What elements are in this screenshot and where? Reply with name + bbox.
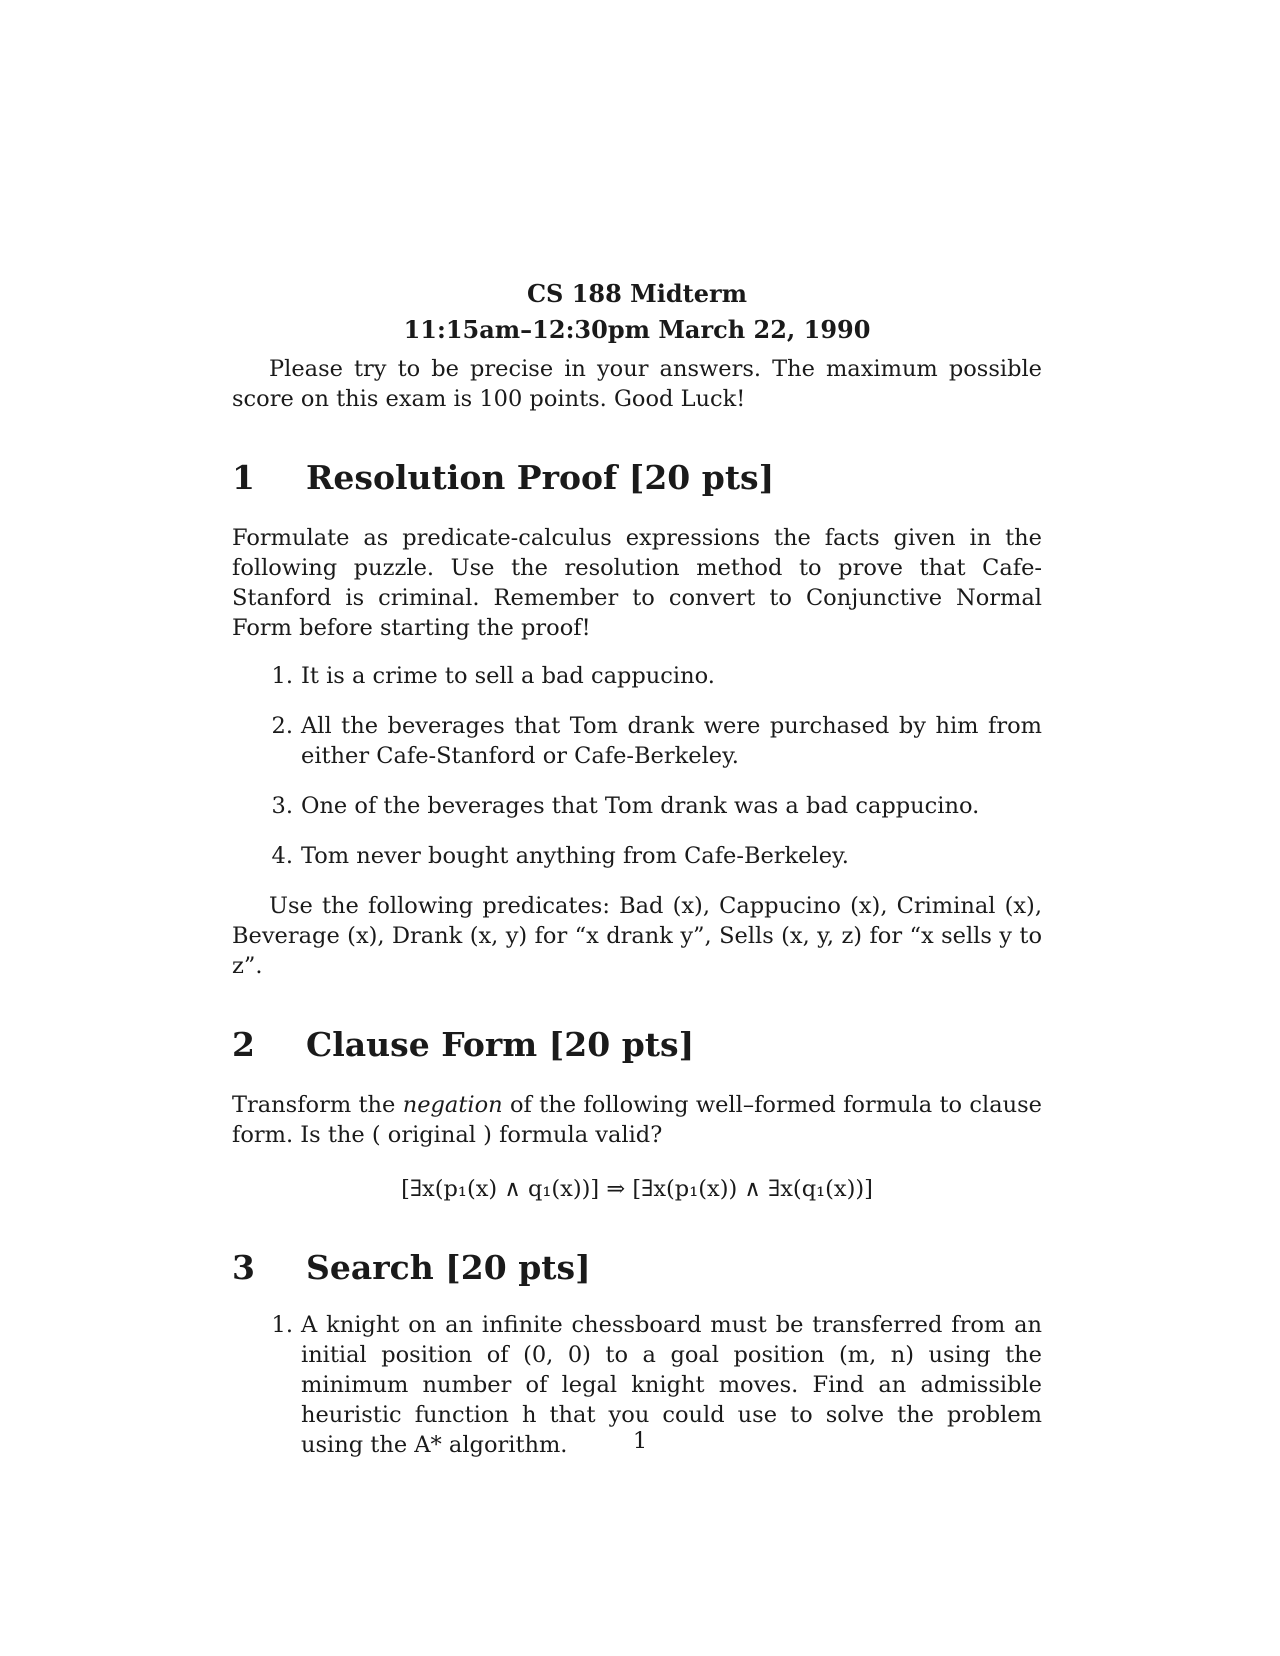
- section-2-body-emphasis: negation: [402, 1092, 503, 1118]
- section-1-number: 1: [232, 458, 255, 497]
- section-3-heading: [232, 1248, 1042, 1288]
- list-item-number: 1.: [271, 1312, 293, 1338]
- exam-datetime: 11:15am–12:30pm March 22, 1990: [403, 315, 871, 344]
- page-number: 1: [632, 1428, 648, 1454]
- list-item: [232, 711, 1042, 771]
- list-item-number: 2.: [271, 713, 293, 739]
- section-2-heading: [232, 1025, 1042, 1065]
- list-item-text: Tom never bought anything from Cafe-Berkeley.: [301, 843, 849, 869]
- section-1-list: [232, 661, 1042, 871]
- list-item: [232, 841, 1042, 871]
- intro-paragraph: Please try to be precise in your answers. The maximum possible score on this exam is 100 points. Good Luck!: [232, 356, 1042, 412]
- section-3-title: Search [20 pts]: [306, 1248, 591, 1287]
- list-item-text: All the beverages that Tom drank were purchased by him from either Cafe-Stanford or Cafe-Berkeley.: [301, 713, 1042, 769]
- section-2-body-post: of the following well–formed formula to clause form. Is the ( original ) formula valid?: [232, 1092, 1042, 1148]
- section-2-body-pre: Transform the: [232, 1092, 403, 1118]
- list-item-number: 3.: [271, 793, 293, 819]
- list-item-text: One of the beverages that Tom drank was a bad cappucino.: [301, 793, 980, 819]
- list-item-text: A knight on an infinite chessboard must be transferred from an initial position of (0, 0) to a goal position (m, n) using the minimum number of legal knight moves. Find an admissible heuristic function h that you could use to solve the problem using the A* algorithm.: [301, 1312, 1042, 1458]
- section-1-predicates: Use the following predicates: Bad (x), Cappucino (x), Criminal (x), Beverage (x), Drank (x, y) for “x drank y”, Sells (x, y, z) for “x sells y to z”.: [232, 893, 1042, 979]
- section-1-title: Resolution Proof [20 pts]: [306, 458, 775, 497]
- section-2-number: 2: [232, 1025, 255, 1064]
- section-2-body: [232, 1090, 1042, 1150]
- list-item-text: It is a crime to sell a bad cappucino.: [301, 663, 715, 689]
- exam-title: CS 188 Midterm: [526, 279, 748, 308]
- section-1-body: Formulate as predicate-calculus expressions the facts given in the following puzzle. Use the resolution method to prove that Cafe-Stanford is criminal. Remember to convert to Conjunctive Normal Form before starting the proof!: [232, 525, 1042, 641]
- list-item: [232, 791, 1042, 821]
- section-2-formula: [∃x(p₁(x) ∧ q₁(x))] ⇒ [∃x(p₁(x)) ∧ ∃x(q₁(x))]: [401, 1176, 873, 1202]
- exam-page: [232, 276, 1042, 1480]
- section-1-heading: [232, 458, 1042, 498]
- list-item-number: 4.: [271, 843, 293, 869]
- list-item-number: 1.: [271, 663, 293, 689]
- section-3-number: 3: [232, 1248, 255, 1287]
- list-item: [232, 661, 1042, 691]
- section-2-title: Clause Form [20 pts]: [306, 1025, 695, 1064]
